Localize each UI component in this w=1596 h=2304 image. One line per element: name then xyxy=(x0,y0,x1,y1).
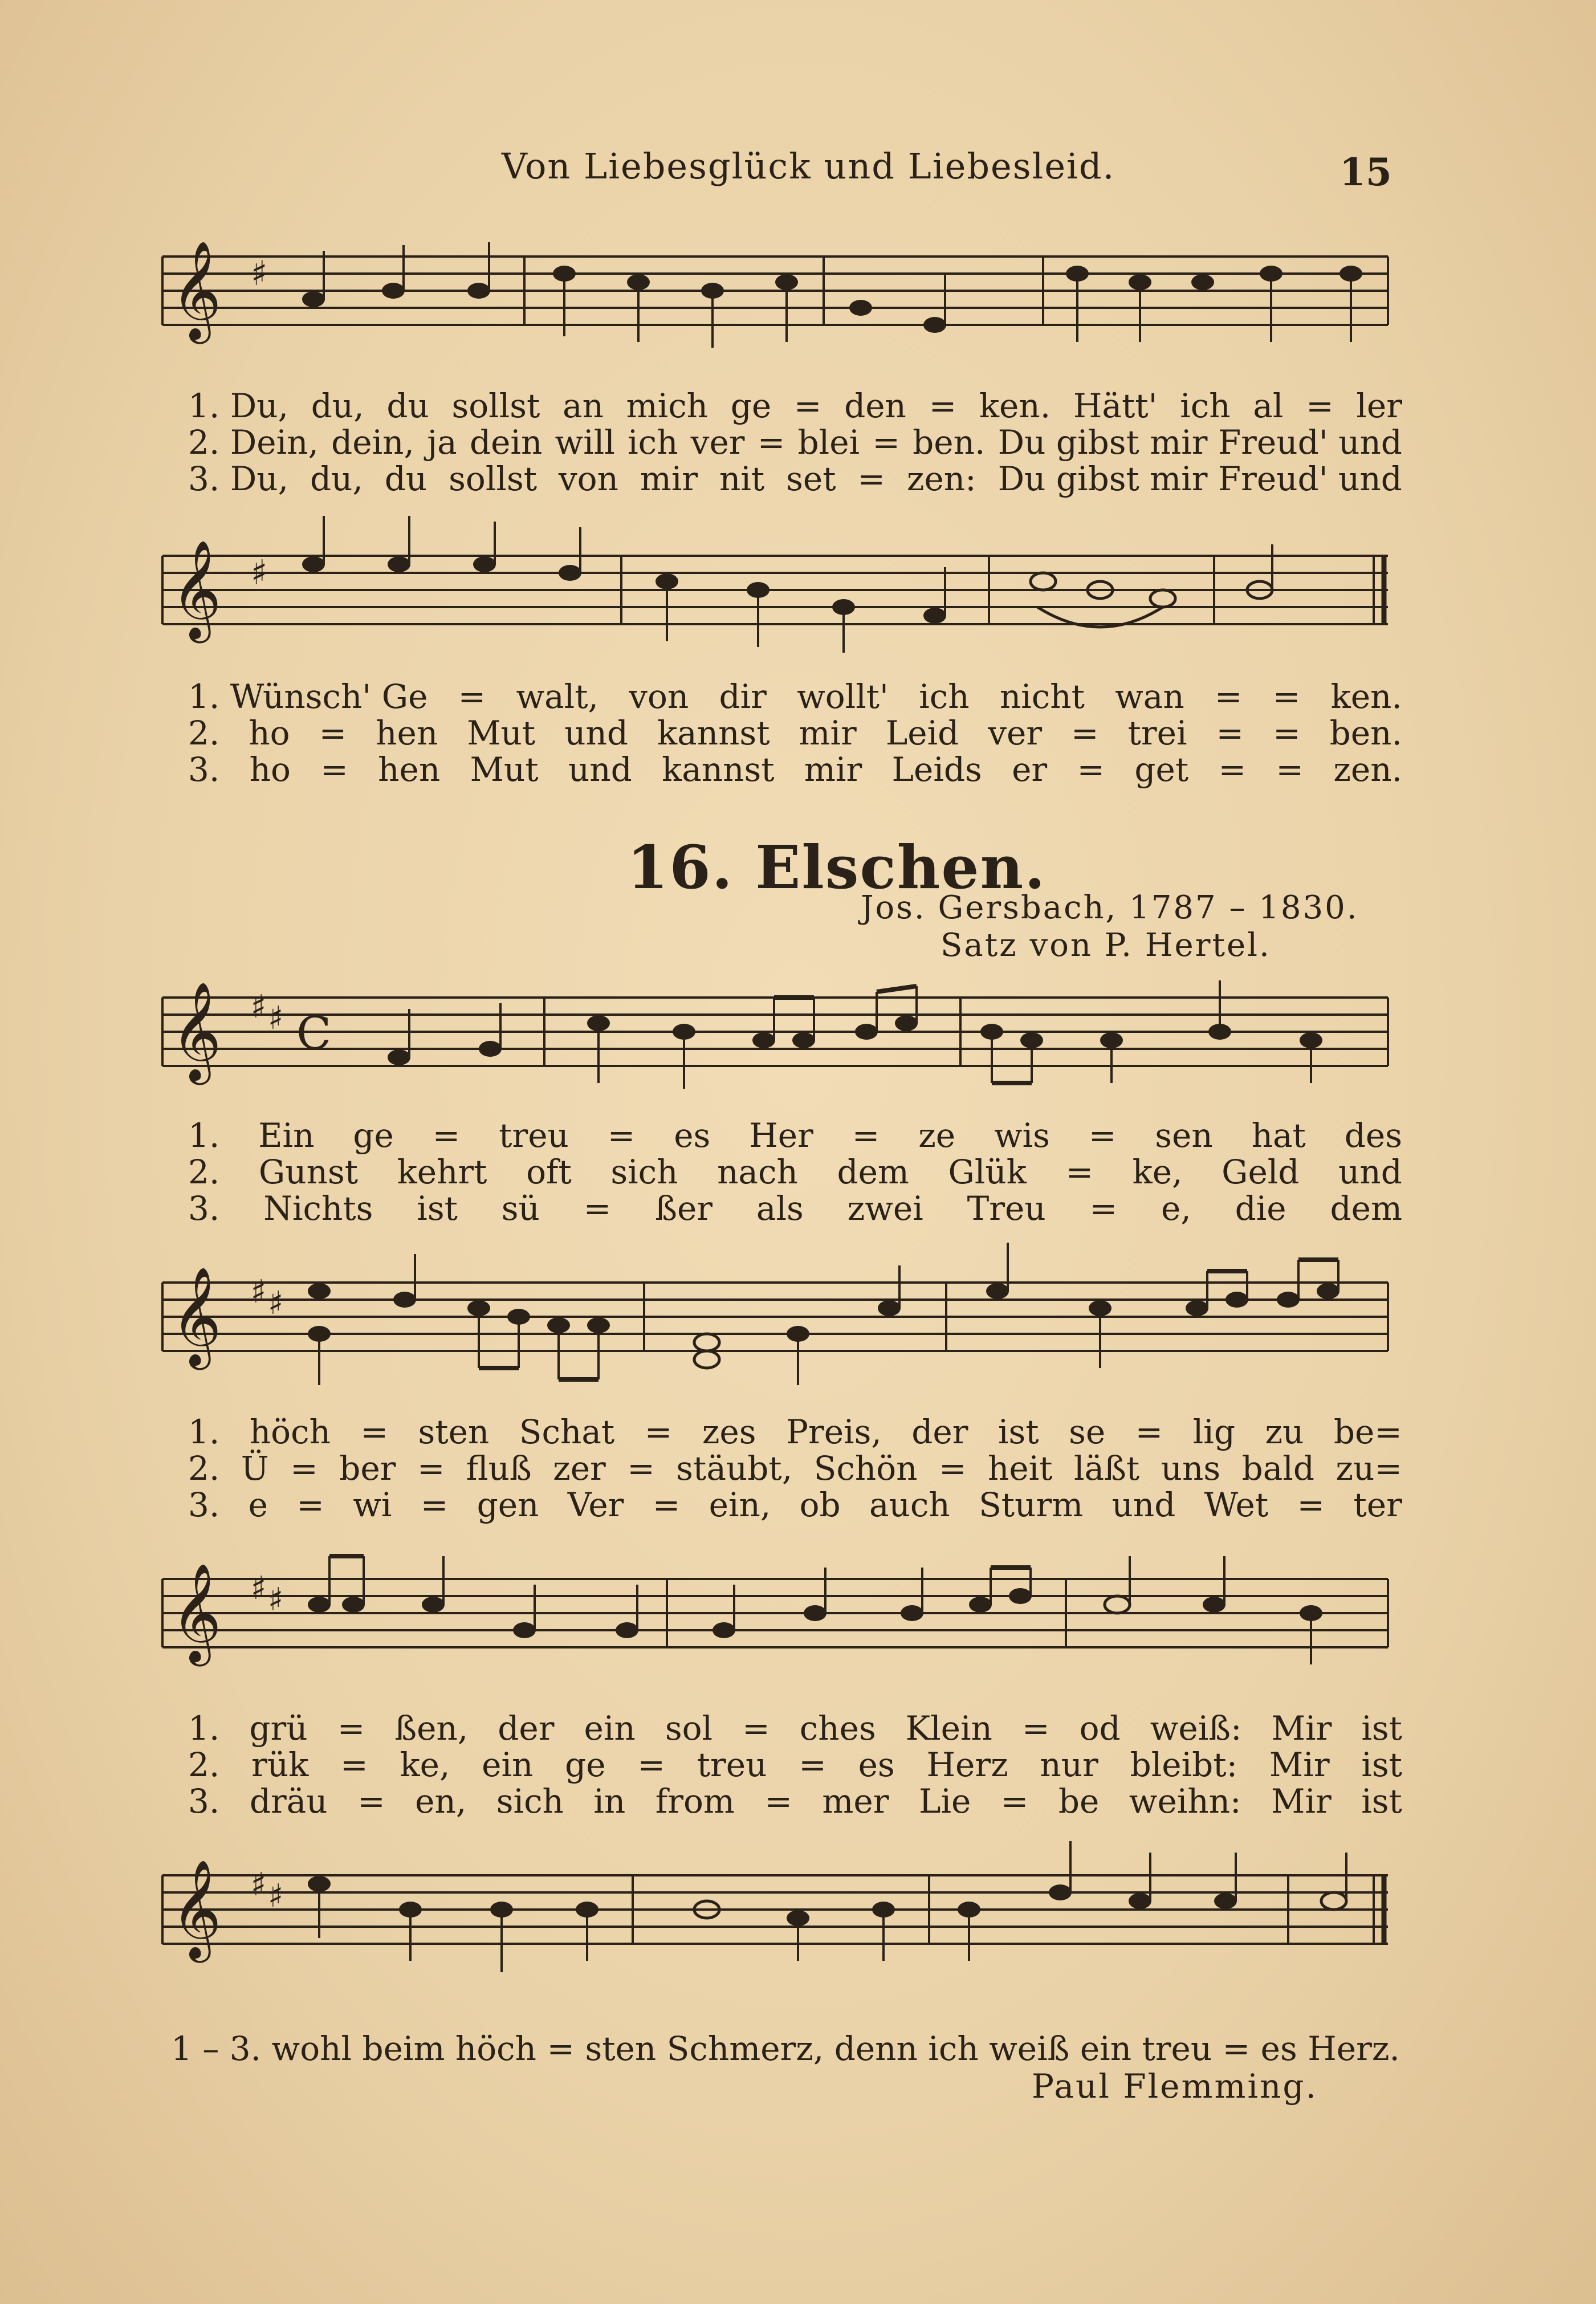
lyric-verse-line xyxy=(188,715,1402,751)
svg-text:𝄞: 𝄞 xyxy=(171,1563,222,1662)
lyric-syllable: wis xyxy=(994,1116,1050,1155)
lyric-syllable: du, xyxy=(310,459,363,498)
lyric-syllable: Ein xyxy=(258,1116,315,1155)
svg-text:♯: ♯ xyxy=(251,254,268,294)
lyric-syllable: der xyxy=(911,1412,968,1451)
lyric-syllable: = xyxy=(1276,750,1304,789)
arranger-credit: Satz von P. Hertel. xyxy=(940,927,1271,964)
lyric-syllable: mich xyxy=(626,386,709,425)
lyric-syllable: von xyxy=(558,459,618,498)
lyric-syllable: sollst xyxy=(451,386,540,425)
svg-text:♯: ♯ xyxy=(251,1866,267,1903)
lyric-syllable: den xyxy=(844,386,906,425)
lyric-syllable: al xyxy=(1253,386,1284,425)
lyric-syllable: = xyxy=(1306,386,1334,425)
lyrics-song16-system3 xyxy=(188,1710,1402,1819)
music-staff-3 xyxy=(0,975,1596,1112)
lyric-syllable: wan xyxy=(1115,677,1184,716)
lyric-syllable: = xyxy=(872,423,900,462)
lyric-syllable: dein, xyxy=(331,423,414,462)
lyric-syllable: Du gibst mir Freud' und xyxy=(997,459,1402,498)
lyric-syllable: bleibt: xyxy=(1130,1745,1238,1784)
lyric-syllable: 2. xyxy=(188,714,220,752)
lyric-syllable: Wet xyxy=(1204,1485,1269,1524)
lyric-syllable: stäubt, xyxy=(676,1449,793,1488)
lyric-verse-line xyxy=(188,1710,1402,1747)
lyric-syllable: = xyxy=(420,1485,449,1524)
lyric-syllable: ler xyxy=(1356,386,1402,425)
lyric-syllable: Klein xyxy=(905,1709,992,1748)
lyric-syllable: Glük xyxy=(948,1153,1027,1191)
lyric-syllable: mir xyxy=(804,750,862,789)
lyric-syllable: du, xyxy=(311,386,364,425)
lyric-verse-line xyxy=(188,424,1402,461)
lyric-syllable: zu xyxy=(1265,1412,1304,1451)
lyric-syllable: ist xyxy=(1361,1745,1402,1784)
lyric-syllable: sich xyxy=(496,1782,564,1821)
lyric-syllable: = xyxy=(757,423,785,462)
lyric-syllable: Ver xyxy=(567,1485,624,1524)
lyric-syllable: 1. xyxy=(188,1709,220,1748)
lyric-syllable: 2. xyxy=(188,1745,220,1784)
lyric-syllable: auch xyxy=(869,1485,950,1524)
lyric-syllable: = xyxy=(583,1189,612,1228)
lyric-syllable: = xyxy=(637,1745,665,1784)
lyric-verse-line xyxy=(188,1414,1402,1450)
lyric-syllable: Mir xyxy=(1271,1709,1332,1748)
page-number: 15 xyxy=(1339,150,1392,194)
lyric-syllable: = xyxy=(1000,1782,1029,1821)
lyric-syllable: ein xyxy=(482,1745,534,1784)
lyric-syllable: sollst xyxy=(449,459,538,498)
lyric-syllable: mer xyxy=(822,1782,889,1821)
lyric-syllable: = xyxy=(1021,1709,1050,1748)
lyric-syllable: zes xyxy=(702,1412,756,1451)
lyric-syllable: Mir xyxy=(1269,1745,1330,1784)
lyric-syllable: fluß xyxy=(466,1449,532,1488)
lyric-syllable: = xyxy=(1071,714,1099,752)
lyric-syllable: und xyxy=(1112,1485,1176,1524)
lyric-syllable: ken. xyxy=(979,386,1051,425)
lyric-syllable: es xyxy=(858,1745,895,1784)
lyric-syllable: ben. xyxy=(913,423,986,462)
svg-text:𝄞: 𝄞 xyxy=(171,1859,222,1959)
lyric-syllable: be xyxy=(1058,1782,1100,1821)
lyric-syllable: ver xyxy=(988,714,1043,752)
lyric-syllable: rük xyxy=(251,1745,309,1784)
lyric-verse-line xyxy=(188,1117,1402,1154)
lyric-syllable: und xyxy=(1338,1153,1402,1191)
lyric-syllable: = xyxy=(1077,750,1105,789)
lyric-verse-line xyxy=(188,1783,1402,1819)
lyric-syllable: ho xyxy=(249,750,291,789)
lyric-syllable: ich xyxy=(628,423,678,462)
lyric-syllable: ter xyxy=(1353,1485,1402,1524)
svg-text:𝄞: 𝄞 xyxy=(171,241,222,340)
lyric-syllable: in xyxy=(593,1782,626,1821)
lyric-verse-line xyxy=(188,388,1402,424)
lyric-syllable: 2. Dein, xyxy=(188,423,319,462)
lyric-syllable: ches xyxy=(799,1709,876,1748)
lyric-syllable: grü xyxy=(249,1709,308,1748)
lyric-syllable: = xyxy=(938,1449,967,1488)
lyric-syllable: Hätt' xyxy=(1073,386,1158,425)
lyric-syllable: zu= xyxy=(1336,1449,1402,1488)
lyric-verse-line xyxy=(188,678,1402,715)
lyric-syllable: 3. xyxy=(188,1485,220,1524)
lyric-syllable: wollt' xyxy=(797,677,889,716)
lyric-syllable: mir xyxy=(799,714,857,752)
final-lyric-line: 1 – 3. wohl beim höch = sten Schmerz, denn ich weiß ein treu = es Herz. xyxy=(171,2029,1400,2068)
lyrics-song15-top xyxy=(188,388,1402,497)
lyric-verse-line xyxy=(188,1190,1402,1227)
composer-credit: Jos. Gersbach, 1787 – 1830. xyxy=(861,889,1359,926)
lyric-syllable: Treu xyxy=(967,1189,1046,1228)
lyric-syllable: zer xyxy=(553,1449,606,1488)
lyric-syllable: = xyxy=(644,1412,673,1451)
lyric-syllable: ob xyxy=(799,1485,841,1524)
lyric-syllable: ein xyxy=(584,1709,636,1748)
lyric-syllable: ge xyxy=(565,1745,606,1784)
music-staff-2 xyxy=(0,533,1596,670)
lyric-syllable: von xyxy=(629,677,689,716)
lyric-syllable: der xyxy=(498,1709,555,1748)
lyric-syllable: ßen, xyxy=(394,1709,469,1748)
lyric-syllable: oft xyxy=(526,1153,572,1191)
lyric-syllable: be= xyxy=(1333,1412,1402,1451)
lyric-syllable: hat xyxy=(1251,1116,1306,1155)
svg-text:𝄞: 𝄞 xyxy=(171,540,222,639)
lyric-syllable: = xyxy=(627,1449,655,1488)
lyric-syllable: ßer xyxy=(655,1189,713,1228)
lyric-syllable: = xyxy=(799,1745,826,1784)
lyric-syllable: gen xyxy=(477,1485,539,1524)
page-header xyxy=(0,145,1596,197)
lyric-syllable: ist xyxy=(997,1412,1039,1451)
svg-text:𝄞: 𝄞 xyxy=(171,1267,222,1366)
lyric-syllable: get xyxy=(1134,750,1189,789)
lyric-syllable: Geld xyxy=(1222,1153,1300,1191)
lyric-syllable: e, xyxy=(1161,1189,1191,1228)
lyric-syllable: = xyxy=(458,677,486,716)
lyric-syllable: an xyxy=(563,386,604,425)
lyric-syllable: will xyxy=(555,423,615,462)
lyric-syllable: ich xyxy=(919,677,970,716)
lyric-syllable: ich xyxy=(1180,386,1231,425)
lyricist-credit: Paul Flemming. xyxy=(1032,2067,1318,2106)
lyric-syllable: hen xyxy=(376,714,438,752)
lyric-syllable: ben. xyxy=(1329,714,1402,752)
lyric-syllable: Sturm xyxy=(979,1485,1084,1524)
lyric-syllable: dir xyxy=(719,677,767,716)
lyric-syllable: = xyxy=(1214,677,1243,716)
lyric-syllable: = xyxy=(652,1485,681,1524)
svg-text:♯: ♯ xyxy=(251,553,268,593)
lyric-syllable: ist xyxy=(417,1189,458,1228)
lyric-syllable: kannst xyxy=(657,714,770,752)
lyric-syllable: ber xyxy=(339,1449,396,1488)
lyric-syllable: kannst xyxy=(662,750,775,789)
lyric-syllable: nach xyxy=(717,1153,798,1191)
lyric-syllable: = xyxy=(1297,1485,1325,1524)
lyric-syllable: Mir xyxy=(1271,1782,1332,1821)
lyric-verse-line xyxy=(188,1450,1402,1487)
lyric-syllable: dräu xyxy=(249,1782,328,1821)
lyric-syllable: bald xyxy=(1241,1449,1314,1488)
lyric-verse-line xyxy=(188,1154,1402,1190)
lyric-syllable: ein, xyxy=(709,1485,771,1524)
song-title: 16. Elschen. xyxy=(627,832,1047,902)
lyric-syllable: ken. xyxy=(1330,677,1402,716)
lyric-syllable: ver xyxy=(690,423,745,462)
lyric-syllable: od xyxy=(1079,1709,1121,1748)
music-staff-5 xyxy=(0,1556,1596,1704)
lyric-syllable: ist xyxy=(1361,1782,1402,1821)
lyric-syllable: und xyxy=(568,750,632,789)
lyric-syllable: kehrt xyxy=(397,1153,487,1191)
lyric-syllable: zwei xyxy=(847,1189,923,1228)
lyric-syllable: Mut xyxy=(467,714,536,752)
lyric-syllable: = xyxy=(319,714,347,752)
lyric-syllable: zen. xyxy=(1333,750,1402,789)
lyric-syllable: = xyxy=(607,1116,636,1155)
svg-text:♯: ♯ xyxy=(268,1285,284,1322)
lyric-syllable: 3. xyxy=(188,1782,220,1821)
lyric-syllable: Du gibst mir Freud' und xyxy=(997,423,1402,462)
lyric-syllable: Schön xyxy=(813,1449,918,1488)
lyric-syllable: ke, xyxy=(400,1745,450,1784)
lyric-syllable: treu xyxy=(697,1745,767,1784)
lyric-syllable: die xyxy=(1235,1189,1286,1228)
svg-text:♯: ♯ xyxy=(251,1273,267,1310)
lyric-syllable: = xyxy=(340,1745,368,1784)
lyric-syllable: du xyxy=(384,459,427,498)
lyric-syllable: Leids xyxy=(891,750,982,789)
music-staff-4 xyxy=(0,1260,1596,1408)
lyric-syllable: 1. Du, xyxy=(188,386,289,425)
lyrics-song15-bottom xyxy=(188,678,1402,788)
lyric-syllable: blei xyxy=(797,423,860,462)
music-staff-6 xyxy=(0,1853,1596,2012)
running-title: Von Liebesglück und Liebesleid. xyxy=(502,145,1115,187)
lyric-syllable: ge xyxy=(730,386,772,425)
lyric-verse-line xyxy=(188,461,1402,497)
lyric-syllable: Ü xyxy=(241,1449,269,1488)
lyric-syllable: set xyxy=(786,459,836,498)
svg-text:C: C xyxy=(296,1007,332,1060)
lyric-syllable: = xyxy=(1218,750,1247,789)
lyric-syllable: nit xyxy=(719,459,765,498)
lyric-syllable: Herz xyxy=(926,1745,1008,1784)
lyric-syllable: und xyxy=(564,714,629,752)
lyric-syllable: sol xyxy=(665,1709,713,1748)
lyric-syllable: trei xyxy=(1127,714,1187,752)
lyric-syllable: = xyxy=(1273,714,1301,752)
lyrics-song16-system1 xyxy=(188,1117,1402,1227)
lyric-syllable: walt, xyxy=(516,677,598,716)
lyric-syllable: = xyxy=(1089,1189,1118,1228)
lyric-syllable: = xyxy=(357,1782,385,1821)
lyric-verse-line xyxy=(188,1747,1402,1783)
lyric-syllable: weihn: xyxy=(1129,1782,1241,1821)
lyric-syllable: dem xyxy=(837,1153,909,1191)
lyric-syllable: = xyxy=(337,1709,365,1748)
lyric-syllable: des xyxy=(1344,1116,1402,1155)
lyric-syllable: = xyxy=(320,750,348,789)
lyric-syllable: en, xyxy=(415,1782,467,1821)
lyric-syllable: nur xyxy=(1040,1745,1098,1784)
lyric-syllable: = xyxy=(1088,1116,1117,1155)
lyric-syllable: Her xyxy=(749,1116,813,1155)
lyric-syllable: = xyxy=(793,386,822,425)
lyric-syllable: 3. xyxy=(188,1189,220,1228)
lyric-syllable: ge xyxy=(353,1116,394,1155)
lyric-syllable: Lie xyxy=(918,1782,971,1821)
lyric-syllable: = xyxy=(1272,677,1301,716)
lyric-syllable: = xyxy=(290,1449,318,1488)
lyric-syllable: = xyxy=(929,386,957,425)
lyric-syllable: sten xyxy=(418,1412,490,1451)
svg-text:♯: ♯ xyxy=(268,1581,284,1618)
lyric-syllable: treu xyxy=(499,1116,569,1155)
lyric-syllable: = xyxy=(764,1782,792,1821)
lyric-syllable: se xyxy=(1069,1412,1106,1451)
lyric-syllable: = xyxy=(432,1116,461,1155)
lyric-syllable: = xyxy=(417,1449,445,1488)
lyric-syllable: = xyxy=(1216,714,1244,752)
lyric-syllable: höch xyxy=(249,1412,331,1451)
lyric-syllable: weiß: xyxy=(1150,1709,1242,1748)
lyric-syllable: läßt xyxy=(1074,1449,1140,1488)
svg-text:♯: ♯ xyxy=(251,1570,267,1607)
lyric-syllable: ho xyxy=(249,714,290,752)
lyric-syllable: 1. Wünsch' Ge xyxy=(188,677,428,716)
lyric-syllable: zen: xyxy=(906,459,976,498)
lyric-syllable: ke, xyxy=(1132,1153,1183,1191)
lyric-syllable: dein xyxy=(469,423,543,462)
lyric-syllable: sen xyxy=(1155,1116,1213,1155)
lyric-syllable: 1. xyxy=(188,1116,220,1155)
lyric-syllable: du xyxy=(386,386,429,425)
lyric-syllable: sich xyxy=(610,1153,678,1191)
lyric-verse-line xyxy=(188,1487,1402,1523)
lyric-syllable: dem xyxy=(1330,1189,1402,1228)
lyric-syllable: 1. xyxy=(188,1412,220,1451)
lyric-syllable: er xyxy=(1012,750,1048,789)
lyric-syllable: heit xyxy=(988,1449,1053,1488)
svg-text:♯: ♯ xyxy=(268,1000,284,1037)
lyric-syllable: = xyxy=(1135,1412,1163,1451)
lyric-syllable: Nichts xyxy=(263,1189,373,1228)
lyric-syllable: es xyxy=(674,1116,711,1155)
lyric-syllable: 3. xyxy=(188,750,220,789)
music-staff-1 xyxy=(0,234,1596,371)
lyric-syllable: 2. xyxy=(188,1153,220,1191)
lyric-syllable: mir xyxy=(640,459,698,498)
lyric-syllable: sü xyxy=(501,1189,540,1228)
lyric-syllable: Schat xyxy=(519,1412,615,1451)
lyric-syllable: from xyxy=(655,1782,735,1821)
lyric-syllable: = xyxy=(742,1709,770,1748)
lyric-syllable: Mut xyxy=(470,750,539,789)
lyric-syllable: uns xyxy=(1161,1449,1221,1488)
lyric-syllable: nicht xyxy=(999,677,1085,716)
lyric-syllable: 3. Du, xyxy=(188,459,289,498)
lyric-syllable: = xyxy=(296,1485,324,1524)
svg-text:♯: ♯ xyxy=(268,1878,284,1915)
lyric-syllable: 2. xyxy=(188,1449,220,1488)
svg-text:𝄞: 𝄞 xyxy=(171,982,222,1081)
lyric-syllable: Gunst xyxy=(258,1153,359,1191)
lyrics-song16-system2 xyxy=(188,1414,1402,1523)
lyric-syllable: wi xyxy=(353,1485,392,1524)
lyric-verse-line xyxy=(188,751,1402,788)
lyric-syllable: Preis, xyxy=(785,1412,882,1451)
lyric-syllable: ist xyxy=(1361,1709,1402,1748)
lyric-syllable: ze xyxy=(918,1116,956,1155)
lyric-syllable: hen xyxy=(378,750,441,789)
lyric-syllable: e xyxy=(248,1485,268,1524)
lyric-syllable: lig xyxy=(1192,1412,1235,1451)
lyric-syllable: Leid xyxy=(885,714,959,752)
lyric-syllable: = xyxy=(852,1116,880,1155)
lyric-syllable: = xyxy=(360,1412,389,1451)
lyric-syllable: = xyxy=(857,459,886,498)
lyric-syllable: ja xyxy=(427,423,457,462)
lyric-syllable: = xyxy=(1065,1153,1094,1191)
lyric-syllable: als xyxy=(756,1189,804,1228)
svg-text:♯: ♯ xyxy=(251,988,267,1025)
